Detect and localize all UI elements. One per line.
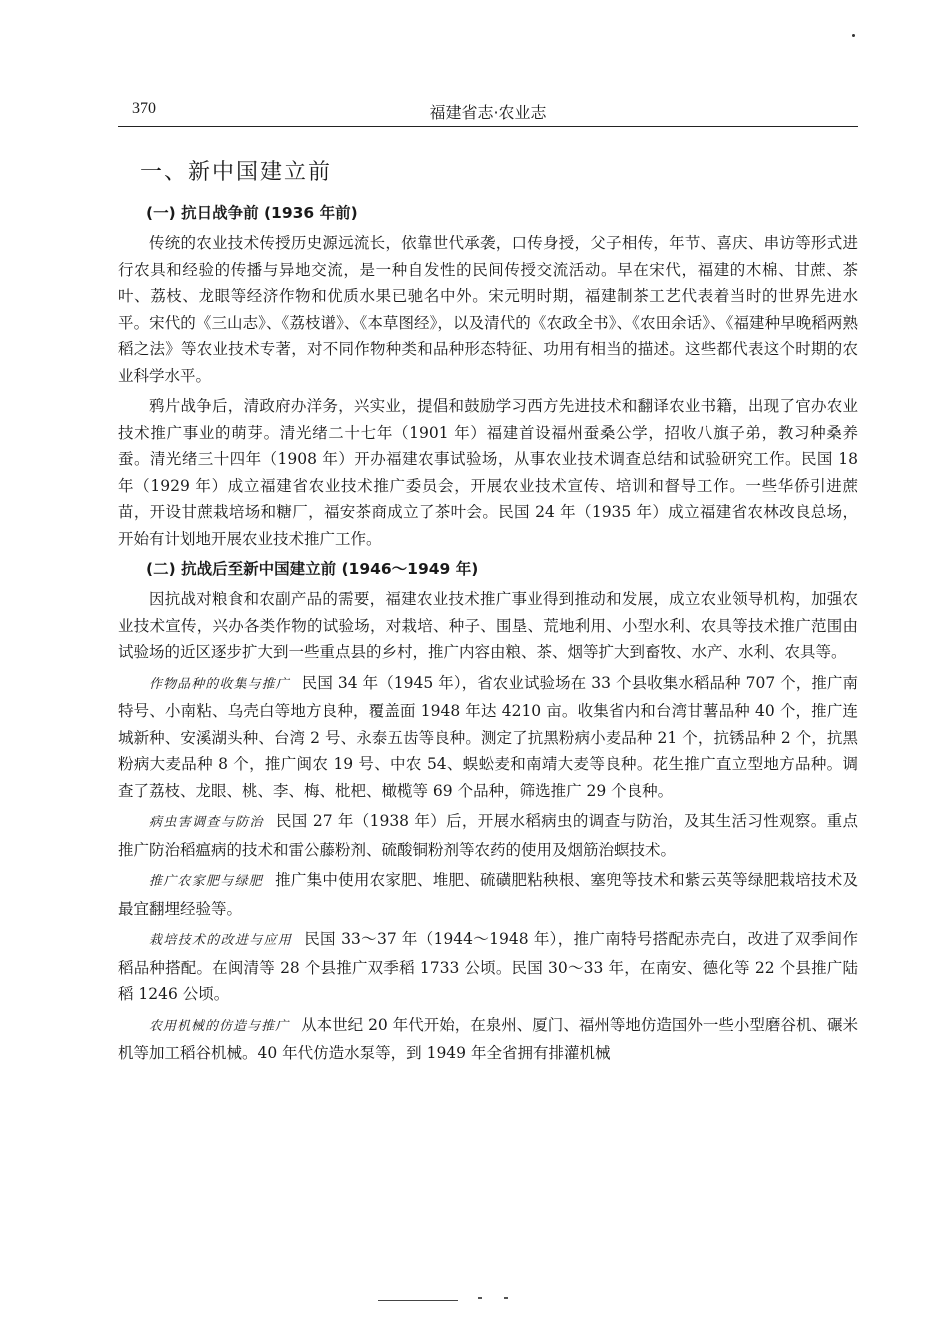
section-heading: 一、新中国建立前 xyxy=(140,160,333,185)
item-lead: 作物品种的收集与推广 xyxy=(149,676,290,692)
subsection-heading-1: (一) 抗日战争前 (1936 年前) xyxy=(146,204,358,222)
item-text: 民国 33～37 年（1944～1948 年），推广南特号搭配赤壳白，改进了双季间作稻品种搭配。在闽清等 28 个县推广双季稻 1733 公顷。民国 30～33 年，在南安、德化等 22 个县推广陆稻 1246 公顷。 xyxy=(118,930,858,1003)
subsection-heading-2: (二) 抗战后至新中国建立前 (1946～1949 年) xyxy=(146,560,479,578)
page-number: 370 xyxy=(132,100,156,117)
paragraph: 鸦片战争后，清政府办洋务，兴实业，提倡和鼓励学习西方先进技术和翻译农业书籍，出现了官办农业技术推广事业的萌芽。清光绪二十七年（1901 年）福建首设福州蚕桑公学，招收八旗子弟，教习种桑养蚕。清光绪三十四年（1908 年）开办福建农事试验场，从事农业技术调查总结和试验研究工作。民国 18 年（1929 年）成立福建省农业技术推广委员会，开展农业技术宣传、培训和督导工作。一些华侨引进蔗苗，开设甘蔗栽培场和糖厂，福安茶商成立了茶叶会。民国 24 年（1935 年）成立福建省农林改良总场，开始有计划地开展农业技术推广工作。 xyxy=(118,397,858,548)
footer-rule xyxy=(378,1300,458,1301)
paragraph: 传统的农业技术传授历史源远流长，依靠世代承袭，口传身授，父子相传，年节、喜庆、串访等形式进行农具和经验的传播与异地交流，是一种自发性的民间传授交流活动。早在宋代，福建的木棉、甘蔗、茶叶、荔枝、龙眼等经济作物和优质水果已驰名中外。宋元明时期，福建制茶工艺代表着当时的世界先进水平。宋代的《三山志》、《荔枝谱》、《本草图经》，以及清代的《农政全书》、《农田余话》、《福建种早晚稻两熟稻之法》等农业技术专著，对不同作物种类和品种形态特征、功用有相当的描述。这些都代表这个时期的农业科学水平。 xyxy=(118,234,858,385)
running-title: 福建省志·农业志 xyxy=(429,103,547,122)
item-lead: 推广农家肥与绿肥 xyxy=(149,874,264,889)
scan-speck xyxy=(852,34,855,37)
item-lead: 农用机械的仿造与推广 xyxy=(149,1018,290,1034)
item-text: 民国 34 年（1945 年），省农业试验场在 33 个县收集水稻品种 707 个，推广南特号、小南粘、乌壳白等地方良种，覆盖面 1948 年达 4210 亩。收集省内和台湾甘薯品种 40 个，推广连城新种、安溪湖头种、台湾 2 号、永泰五齿等良种。测定了抗黑粉病小麦品种 21 个，抗锈品种 2 个，抗黑粉病大麦品种 8 个，推广闽农 19 号、中农 54、蜈蚣麦和南靖大麦等良种。花生推广直立型地方品种。调查了荔枝、龙眼、桃、李、梅、枇杷、橄榄等 69 个品种，筛选推广 29 个良种。 xyxy=(118,673,858,800)
list-item xyxy=(118,670,858,805)
page-header xyxy=(118,100,858,127)
item-lead: 栽培技术的改进与应用 xyxy=(149,933,293,948)
list-item xyxy=(118,808,858,863)
footer-dot xyxy=(504,1297,508,1299)
footer-dot xyxy=(478,1297,482,1299)
item-text: 从本世纪 20 年代开始，在泉州、厦门、福州等地仿造国外一些小型磨谷机、碾米机等加工稻谷机械。40 年代仿造水泵等，到 1949 年全省拥有排灌机械 xyxy=(118,1015,858,1062)
item-text: 推广集中使用农家肥、堆肥、硫磺肥粘秧根、塞兜等技术和紫云英等绿肥栽培技术及最宜翻埋经验等。 xyxy=(118,871,858,918)
item-lead: 病虫害调查与防治 xyxy=(149,815,264,830)
list-item xyxy=(118,867,858,922)
list-item xyxy=(118,926,858,1008)
list-item xyxy=(118,1012,858,1067)
paragraph: 因抗战对粮食和农副产品的需要，福建农业技术推广事业得到推动和发展，成立农业领导机构，加强农业技术宣传，兴办各类作物的试验场，对栽培、种子、围垦、荒地利用、小型水利、农具等技术推广范围由试验场的近区逐步扩大到一些重点县的乡村，推广内容由粮、茶、烟等扩大到畜牧、水产、水利、农具等。 xyxy=(118,590,858,661)
item-text: 民国 27 年（1938 年）后，开展水稻病虫的调查与防治，及其生活习性观察。重点推广防治稻瘟病的技术和雷公藤粉剂、硫酸铜粉剂等农药的使用及烟筋治螟技术。 xyxy=(118,812,858,859)
page-body xyxy=(118,155,858,1071)
